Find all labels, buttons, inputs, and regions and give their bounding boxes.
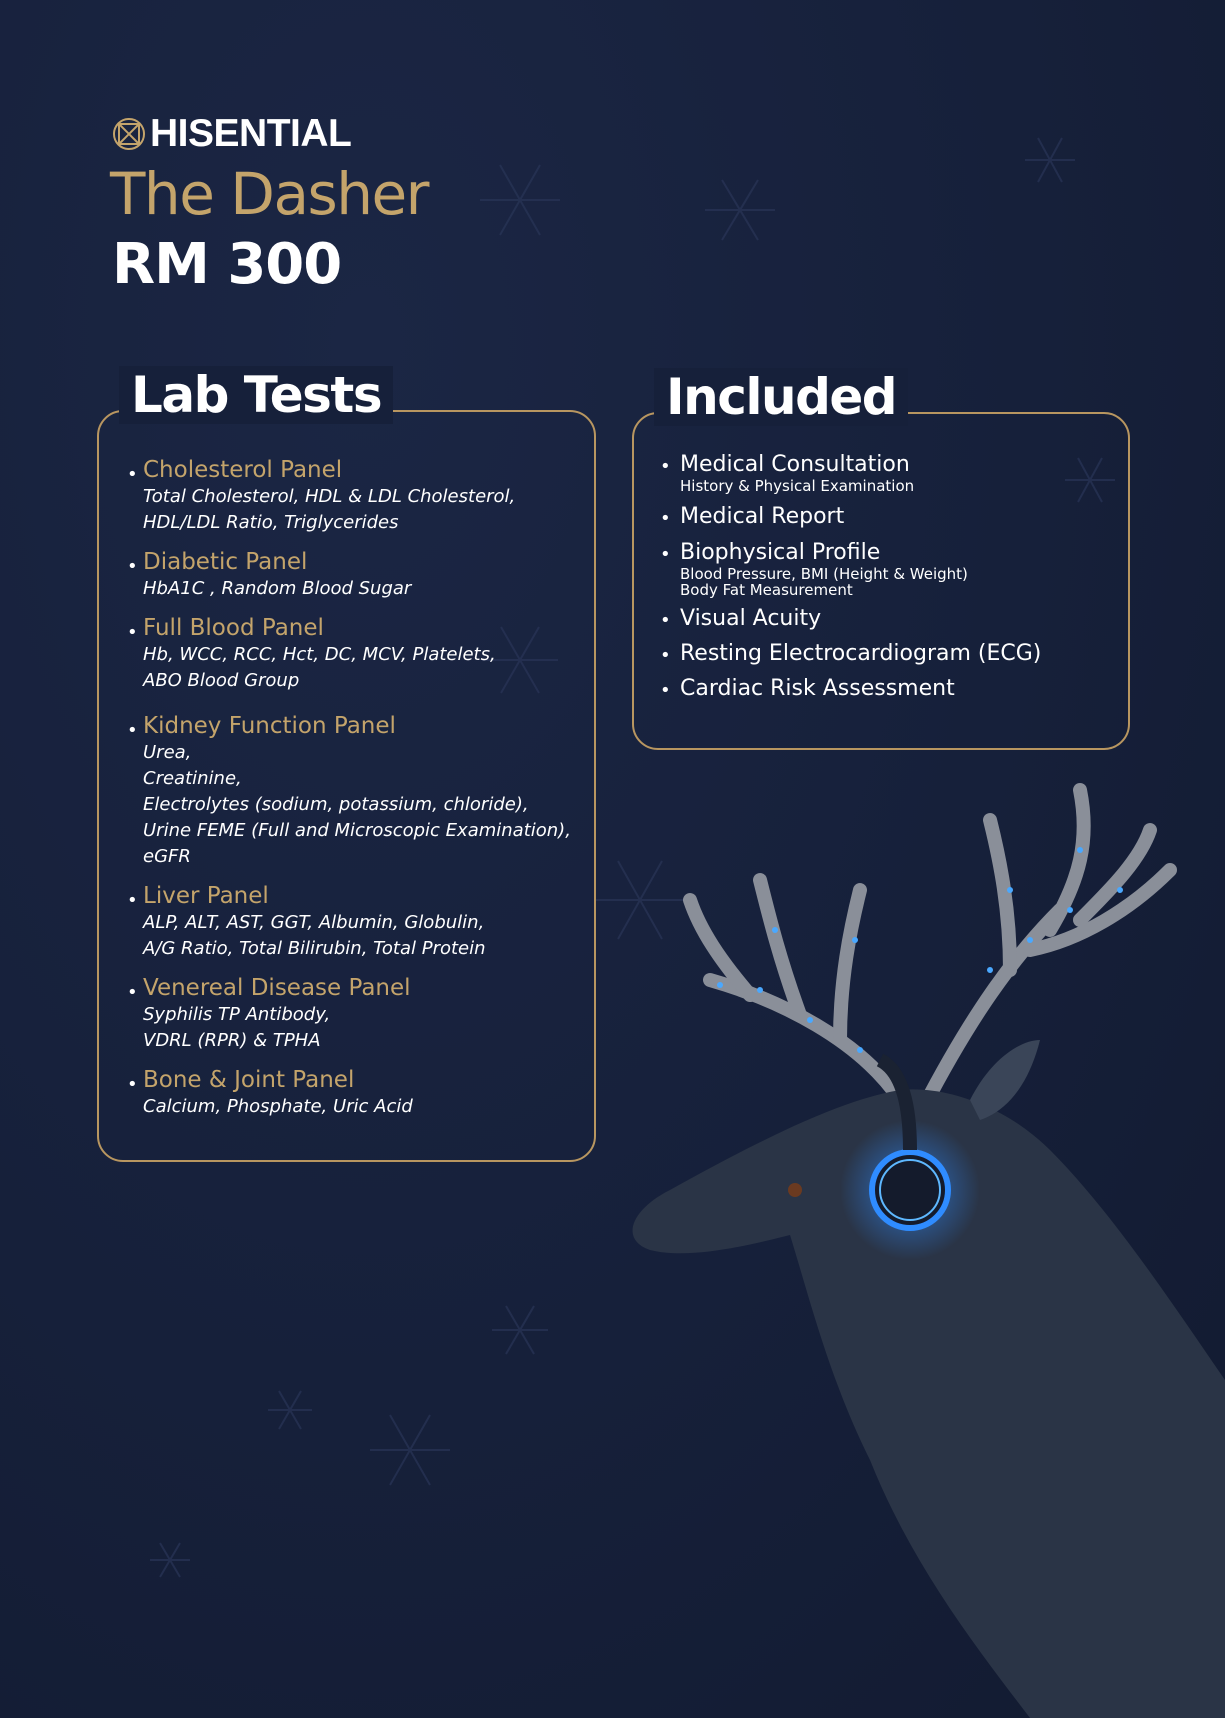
bullet-icon: • <box>660 680 671 701</box>
list-item <box>660 676 1120 702</box>
bullet-icon: • <box>127 464 138 485</box>
included-item-sub: History & Physical Examination <box>680 477 915 495</box>
bullet-icon: • <box>127 622 138 643</box>
lab-test-detail: ALP, ALT, AST, GGT, Albumin, Globulin, A/G Ratio, Total Bilirubin, Total Protein <box>143 912 486 959</box>
lab-test-detail: Calcium, Phosphate, Uric Acid <box>143 1096 413 1117</box>
list-item <box>660 540 1120 598</box>
lab-test-name: Bone & Joint Panel <box>143 1067 355 1093</box>
included-item-sub: Blood Pressure, BMI (Height & Weight) Body Fat Measurement <box>680 565 968 599</box>
list-item <box>127 882 587 962</box>
included-item-name: Medical Consultation <box>680 452 910 477</box>
brand-logo <box>112 112 351 156</box>
lab-test-detail: HbA1C , Random Blood Sugar <box>143 578 412 599</box>
list-item <box>127 548 587 602</box>
lab-test-name: Venereal Disease Panel <box>143 975 411 1001</box>
lab-test-detail: Urea, Creatinine, Electrolytes (sodium, potassium, chloride), Urine FEME (Full and Microscopic Examination), eGFR <box>143 742 571 867</box>
lab-test-name: Cholesterol Panel <box>143 457 343 483</box>
lab-tests-panel <box>97 366 596 1162</box>
bullet-icon: • <box>660 645 671 666</box>
included-item-name: Biophysical Profile <box>680 540 881 565</box>
brand-name: HISENTIAL <box>150 112 352 155</box>
bullet-icon: • <box>660 610 671 631</box>
reindeer-with-headphones-image <box>610 740 1225 1718</box>
lab-test-name: Liver Panel <box>143 883 269 909</box>
lab-test-name: Full Blood Panel <box>143 615 324 641</box>
list-item <box>127 712 587 870</box>
lab-test-detail: Hb, WCC, RCC, Hct, DC, MCV, Platelets, ABO Blood Group <box>143 644 496 691</box>
included-panel <box>632 368 1130 750</box>
included-item-name: Resting Electrocardiogram (ECG) <box>680 641 1042 666</box>
list-item <box>660 641 1120 667</box>
list-item <box>660 452 1120 494</box>
package-price: RM 300 <box>112 232 342 297</box>
hisential-logo-icon <box>112 117 146 151</box>
included-item-name: Visual Acuity <box>680 606 822 631</box>
bullet-icon: • <box>660 456 671 477</box>
included-item-name: Medical Report <box>680 504 845 529</box>
list-item <box>127 1066 587 1120</box>
list-item <box>660 504 1120 530</box>
lab-test-detail: Syphilis TP Antibody, VDRL (RPR) & TPHA <box>143 1004 331 1051</box>
lab-test-name: Diabetic Panel <box>143 549 308 575</box>
bullet-icon: • <box>127 1074 138 1095</box>
bullet-icon: • <box>127 556 138 577</box>
bullet-icon: • <box>660 508 671 529</box>
included-list <box>660 452 1120 702</box>
included-item-name: Cardiac Risk Assessment <box>680 676 955 701</box>
list-item <box>127 974 587 1054</box>
bullet-icon: • <box>127 890 138 911</box>
included-heading: Included <box>654 368 908 426</box>
list-item <box>127 456 587 536</box>
lab-tests-list <box>127 456 587 1120</box>
package-title: The Dasher <box>110 160 429 228</box>
lab-test-detail: Total Cholesterol, HDL & LDL Cholesterol, HDL/LDL Ratio, Triglycerides <box>143 486 516 533</box>
bullet-icon: • <box>660 544 671 565</box>
list-item <box>127 614 587 694</box>
bullet-icon: • <box>127 720 138 741</box>
lab-test-name: Kidney Function Panel <box>143 713 396 739</box>
lab-tests-heading: Lab Tests <box>119 366 393 424</box>
list-item <box>660 606 1120 632</box>
bullet-icon: • <box>127 982 138 1003</box>
